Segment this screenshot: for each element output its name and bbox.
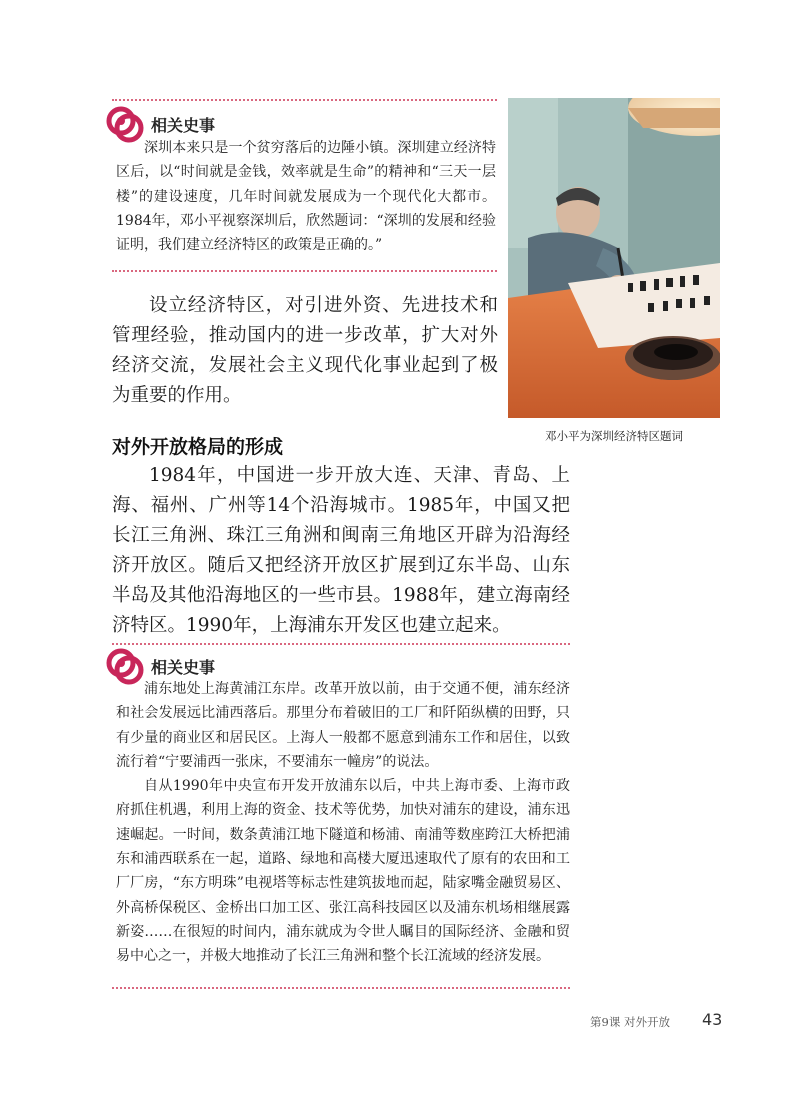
lesson-label: 第9课 对外开放 [590, 1015, 670, 1029]
main-paragraph-1-text: 设立经济特区，对引进外资、先进技术和管理经验，推动国内的进一步改革，扩大对外经济交流，发展社会主义现代化事业起到了极为重要的作用。 [112, 295, 498, 406]
photo-caption: 邓小平为深圳经济特区题词 [545, 429, 683, 443]
box2-title: 相关史事 [151, 657, 216, 677]
box1-body [116, 136, 496, 257]
main-paragraph-2-text: 1984年，中国进一步开放大连、天津、青岛、上海、福州、广州等14个沿海城市。1985年，中国又把长江三角洲、珠江三角洲和闽南三角地区开辟为沿海经济开放区。随后又把经济开放区扩展到辽东半岛、山东半岛及其他沿海地区的一些市县。1988年，建立海南经济特区。1990年，上海浦东开发区也建立起来。 [112, 465, 570, 636]
box1-bottom-rule [112, 270, 497, 272]
main-paragraph-1 [112, 291, 498, 411]
deng-xiaoping-inscription-photo [508, 98, 720, 418]
box2-paragraph-2: 自从1990年中央宣布开发开放浦东以后，中共上海市委、上海市政府抓住机遇，利用上海的资金、技术等优势，加快对浦东的建设，浦东迅速崛起。一时间，数条黄浦江地下隧道和杨浦、南浦等数座跨江大桥把浦东和浦西联系在一起，道路、绿地和高楼大厦迅速取代了原有的农田和工厂厂房，“东方明珠”电视塔等标志性建筑拔地而起，陆家嘴金融贸易区、外高桥保税区、金桥出口加工区、张江高科技园区以及浦东机场相继展露新姿……在很短的时间内，浦东就成为令世人瞩目的国际经济、金融和贸易中心之一，并极大地推动了长江三角洲和整个长江流域的经济发展。 [116, 778, 570, 965]
box2-bottom-rule [112, 987, 570, 989]
main-paragraph-2 [112, 461, 570, 641]
box1-title: 相关史事 [151, 115, 216, 135]
box2-top-rule [112, 643, 570, 645]
page-number: 43 [702, 1010, 723, 1029]
box1-top-rule [112, 99, 497, 101]
box2-body [116, 677, 570, 969]
box2-paragraph-1: 浦东地处上海黄浦江东岸。改革开放以前，由于交通不便，浦东经济和社会发展远比浦西落后。那里分布着破旧的工厂和阡陌纵横的田野，只有少量的商业区和居民区。上海人一般都不愿意到浦东工作和居住，以致流行着“宁要浦西一张床，不要浦东一幢房”的说法。 [116, 681, 570, 770]
photo-illustration [508, 98, 720, 418]
box1-paragraph: 深圳本来只是一个贫穷落后的边陲小镇。深圳建立经济特区后，以“时间就是金钱，效率就是生命”的精神和“三天一层楼”的建设速度，几年时间就发展成为一个现代化大都市。1984年，邓小平视察深圳后，欣然题词：“深圳的发展和经验证明，我们建立经济特区的政策是正确的。” [116, 140, 496, 254]
section-heading: 对外开放格局的形成 [112, 436, 284, 458]
